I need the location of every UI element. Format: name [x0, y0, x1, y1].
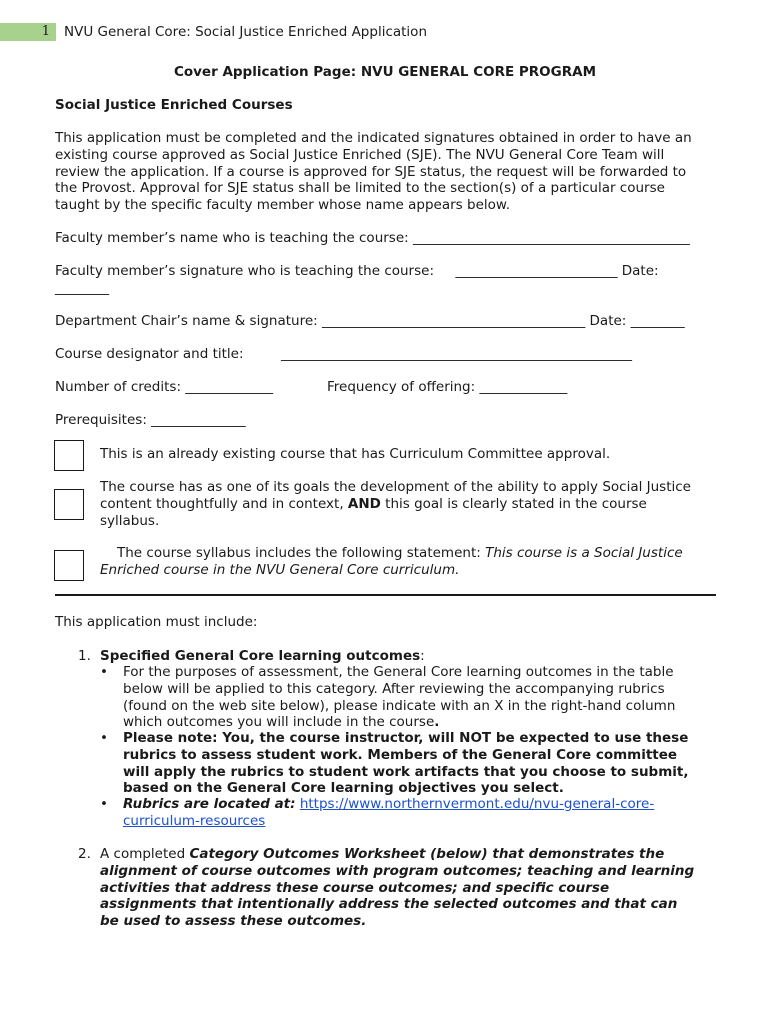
syllabus-statement-checkbox[interactable]: [54, 550, 84, 581]
cb-line: The course syllabus includes the following statement: This course is a Social Justice: [117, 545, 683, 561]
intro-line: existing course approved as Social Justice Enriched (SJE). The NVU General Core Team will: [55, 146, 665, 163]
bullet-line: For the purposes of assessment, the General Core learning outcomes in the table: [123, 664, 674, 680]
cb-line: content thoughtfully and in context, AND this goal is clearly stated in the course: [100, 495, 647, 512]
worksheet-item: [100, 846, 720, 930]
cb-line: The course has as one of its goals the development of the ability to apply Social Justice: [100, 479, 691, 495]
intro-line: review the application. If a course is approved for SJE status, the request will be forwarded to: [55, 163, 687, 180]
header-title: NVU General Core: Social Justice Enriched Application: [64, 24, 427, 40]
cover-title: Cover Application Page: NVU GENERAL CORE PROGRAM: [173, 64, 597, 80]
existing-course-label: This is an already existing course that has Curriculum Committee approval.: [100, 446, 611, 462]
bullet-line: [123, 813, 723, 830]
include-heading: This application must include:: [55, 614, 258, 630]
bullet-line: Please note: You, the course instructor, will NOT be expected to use these: [123, 730, 689, 746]
item-line: activities that address these course outcomes; and specific course: [100, 879, 610, 896]
intro-line: taught by the specific faculty member whose name appears below.: [55, 197, 510, 214]
intro-paragraph: [55, 130, 715, 214]
bullet: •: [100, 796, 108, 812]
syllabus-statement-label: [100, 545, 715, 579]
department-chair-field[interactable]: Department Chair’s name & signature: _______________________________________ Date: ________: [55, 313, 685, 329]
intro-line: This application must be completed and the indicated signatures obtained in order to have an: [55, 130, 692, 146]
section-title: Social Justice Enriched Courses: [55, 97, 293, 113]
faculty-signature-date-line[interactable]: ________: [55, 280, 109, 296]
bullet-line: will apply the rubrics to student work artifacts that you choose to submit,: [123, 763, 689, 780]
bullet-line: (found on the web site below), please indicate with an X in the right-hand column: [123, 697, 676, 714]
frequency-field[interactable]: Frequency of offering: _____________: [327, 379, 568, 395]
faculty-name-field[interactable]: Faculty member’s name who is teaching the course: _________________________________________: [55, 230, 690, 246]
bullet-line: rubrics to assess student work. Members of the General Core committee: [123, 746, 678, 763]
item-line: A completed Category Outcomes Worksheet (below) that demonstrates the: [100, 846, 665, 862]
outcomes-heading: Specified General Core learning outcomes:: [100, 648, 425, 664]
item-line: be used to assess these outcomes.: [100, 913, 367, 930]
course-designator-input[interactable]: ____________________________________________________: [281, 346, 632, 362]
social-justice-goal-label: [100, 479, 715, 529]
cb-line: Enriched course in the NVU General Core curriculum.: [100, 561, 460, 578]
item-line: alignment of course outcomes with program outcomes; teaching and learning: [100, 862, 695, 879]
rubrics-bullet: [123, 796, 723, 830]
existing-course-checkbox[interactable]: [54, 440, 84, 471]
cb-line: syllabus.: [100, 512, 160, 529]
credits-field[interactable]: Number of credits: _____________: [55, 379, 274, 395]
list-number: 2.: [78, 846, 91, 862]
faculty-signature-field[interactable]: Faculty member’s signature who is teaching the course: ________________________ Date:: [55, 263, 659, 279]
rubrics-link[interactable]: https://www.northernvermont.edu/nvu-general-core-: [299, 796, 655, 812]
bullet-line: which outcomes you will include in the course.: [123, 714, 440, 731]
please-note-bullet: [123, 730, 723, 797]
horizontal-rule: [55, 594, 716, 596]
item-line: assignments that intentionally address the selected outcomes and that can: [100, 896, 678, 913]
bullet-line: based on the General Core learning objectives you select.: [123, 780, 564, 797]
rubrics-link-continued[interactable]: curriculum-resources: [123, 812, 266, 829]
prerequisites-field[interactable]: Prerequisites: ______________: [55, 412, 246, 428]
social-justice-goal-checkbox[interactable]: [54, 489, 84, 520]
bullet-line: Rubrics are located at: https://www.northernvermont.edu/nvu-general-core-: [123, 796, 655, 812]
assessment-bullet: [123, 664, 713, 731]
intro-line: the Provost. Approval for SJE status shall be limited to the section(s) of a particular course: [55, 180, 665, 197]
list-number: 1.: [78, 648, 91, 664]
bullet: •: [100, 664, 108, 680]
page-number: 1: [41, 24, 50, 39]
course-designator-label: Course designator and title:: [55, 346, 244, 362]
bullet: •: [100, 730, 108, 746]
bullet-line: below will be applied to this category. After reviewing the accompanying rubrics: [123, 680, 665, 697]
